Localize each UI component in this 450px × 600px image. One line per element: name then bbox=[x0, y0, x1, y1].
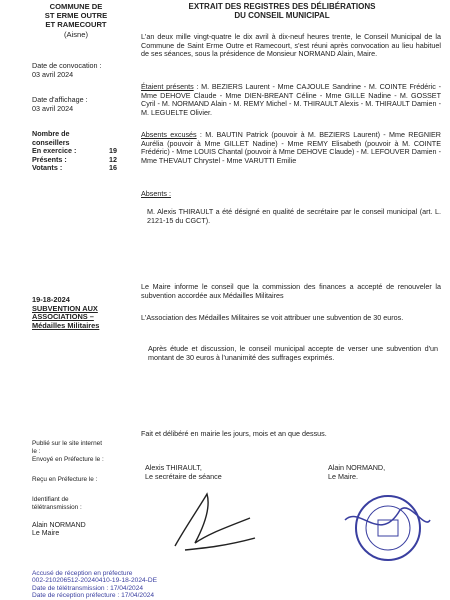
presents-paragraph bbox=[141, 83, 441, 117]
mayor-signature-block bbox=[328, 464, 418, 481]
deliberation-subject-line: ASSOCIATIONS – bbox=[32, 312, 94, 322]
accuse-line: Date de réception préfecture : 17/04/2024 bbox=[32, 592, 155, 600]
title-line: EXTRAIT DES REGISTRES DES DÉLIBÉRATIONS bbox=[188, 2, 376, 11]
body-paragraph bbox=[148, 345, 438, 362]
affichage-label: Date d'affichage : bbox=[32, 95, 88, 104]
commune-line: ST ERME OUTRE bbox=[44, 11, 108, 21]
secretaire-text: M. Alexis THIRAULT a été désigné en qualité de secrétaire par le conseil municipal (art. L. 2121-15 du CGCT). bbox=[147, 207, 441, 225]
absents-paragraph bbox=[141, 190, 441, 199]
foot-maire-name: Alain NORMAND bbox=[32, 522, 86, 529]
commune-line: (Aisne) bbox=[63, 29, 89, 39]
recu-label: Reçu en Préfecture le : bbox=[32, 476, 98, 483]
identifiant-label: télétransmission : bbox=[32, 503, 82, 511]
body-paragraph bbox=[141, 283, 441, 300]
accuse-line: Accusé de réception en préfecture bbox=[32, 570, 133, 577]
foot-maire-block bbox=[32, 522, 86, 538]
secretary-name: Alexis THIRAULT, bbox=[145, 463, 202, 472]
convocation-label: Date de convocation : bbox=[32, 61, 102, 70]
mayor-stamp-image bbox=[340, 490, 435, 565]
absents-excuses-label: Absents excusés bbox=[141, 130, 197, 139]
commune-line: ET RAMECOURT bbox=[45, 20, 107, 30]
stat-row-votants: Votants : 16 bbox=[32, 163, 117, 173]
deliberation-subject bbox=[32, 296, 142, 330]
publication-block bbox=[32, 440, 104, 463]
publie-label: Publié sur le site internet bbox=[32, 440, 102, 447]
secretaire-paragraph bbox=[141, 208, 441, 225]
accuse-line: 002-210206512-20240410-19-18-2024-DE bbox=[32, 577, 158, 585]
presents-text: : M. BEZIERS Laurent - Mme CAJOULE Sandrine - M. COINTE Frédéric - Mme DEHOVE Claude - Mme DIEN-BREANT Céline - Mme GILLE Nadine - M. GOSSET Cyril - M. NORMAND Alain - M. REMY Michel - M. THIRAULT Alexis - M. THIRAULT Damien - M. LEGUELTE Olivier. bbox=[141, 82, 441, 117]
affichage-block bbox=[32, 96, 88, 113]
commune-line: COMMUNE DE bbox=[49, 2, 103, 11]
foot-maire-role: Le Maire bbox=[32, 529, 60, 537]
conseillers-block bbox=[32, 130, 117, 173]
mayor-name: Alain NORMAND, bbox=[328, 463, 386, 472]
closing-text: Fait et délibéré en mairie les jours, mois et an que dessus. bbox=[141, 429, 327, 438]
identifiant-block bbox=[32, 496, 82, 512]
closing-paragraph bbox=[141, 430, 441, 439]
deliberation-number: 19-18-2024 bbox=[32, 295, 70, 304]
identifiant-label: Identifiant de bbox=[32, 496, 69, 503]
secretary-role: Le secrétaire de séance bbox=[145, 471, 222, 481]
presents-label: Étaient présents bbox=[141, 82, 194, 91]
stat-row-exercice: En exercice : 19 bbox=[32, 146, 117, 156]
accuse-reception-block bbox=[32, 570, 352, 600]
stat-row-presents: Présents : 12 bbox=[32, 154, 117, 164]
envoye-label: Envoyé en Préfecture le : bbox=[32, 455, 104, 463]
accuse-line: Date de télétransmission : 17/04/2024 bbox=[32, 584, 144, 592]
commune-header bbox=[22, 2, 130, 39]
convocation-block bbox=[32, 62, 102, 79]
body-paragraph bbox=[141, 314, 441, 323]
deliberation-subject-line: Médailles Militaires bbox=[32, 320, 100, 330]
absents-excuses-text: : M. BAUTIN Patrick (pouvoir à M. BEZIERS Laurent) - Mme REGNIER Aurélia (pouvoir à Mme GILLET Nadine) - Mme REMY Elisabeth (pouvoir à M. COINTE Frédéric) - Mme LOUIS Chantal (pouvoir à Mme DEHOVE Claude) - M. LEFOUVER Damien - Mme THEVAUT Chrystel - Mme VARUTTI Emilie bbox=[141, 130, 441, 165]
intro-text: L'an deux mille vingt-quatre le dix avril à dix-neuf heures trente, le Conseil Municipal de la Commune de Saint Erme Outre et Ramecourt, s'est réuni après convocation au lieu habituel de ses séances, sous la présidence de Monsieur NORMAND Alain, Maire. bbox=[141, 32, 441, 59]
conseillers-label: Nombre de bbox=[32, 129, 70, 138]
publie-label: le : bbox=[32, 447, 41, 455]
absents-excuses-paragraph bbox=[141, 131, 441, 165]
body-text: L'Association des Médailles Militaires se voit attribuer une subvention de 30 euros. bbox=[141, 313, 404, 322]
deliberation-subject-line: SUBVENTION AUX bbox=[32, 303, 98, 313]
document-title bbox=[162, 2, 402, 21]
convocation-date: 03 avril 2024 bbox=[32, 69, 74, 79]
affichage-date: 03 avril 2024 bbox=[32, 103, 74, 113]
intro-paragraph bbox=[141, 33, 441, 59]
secretary-signature-image bbox=[155, 488, 265, 558]
body-text: Le Maire informe le conseil que la commission des finances a accepté de renouveler la subvention accordée aux Médailles Militaires bbox=[141, 282, 441, 300]
body-text: Après étude et discussion, le conseil municipal accepte de verser une subvention d'un montant de 30 euros à l'unanimité des suffrages exprimés. bbox=[148, 344, 438, 362]
absents-label: Absents : bbox=[141, 189, 171, 198]
title-line: DU CONSEIL MUNICIPAL bbox=[234, 11, 330, 21]
mayor-role: Le Maire. bbox=[328, 471, 358, 481]
secretary-signature-block bbox=[145, 464, 265, 481]
conseillers-label: conseillers bbox=[32, 137, 70, 147]
